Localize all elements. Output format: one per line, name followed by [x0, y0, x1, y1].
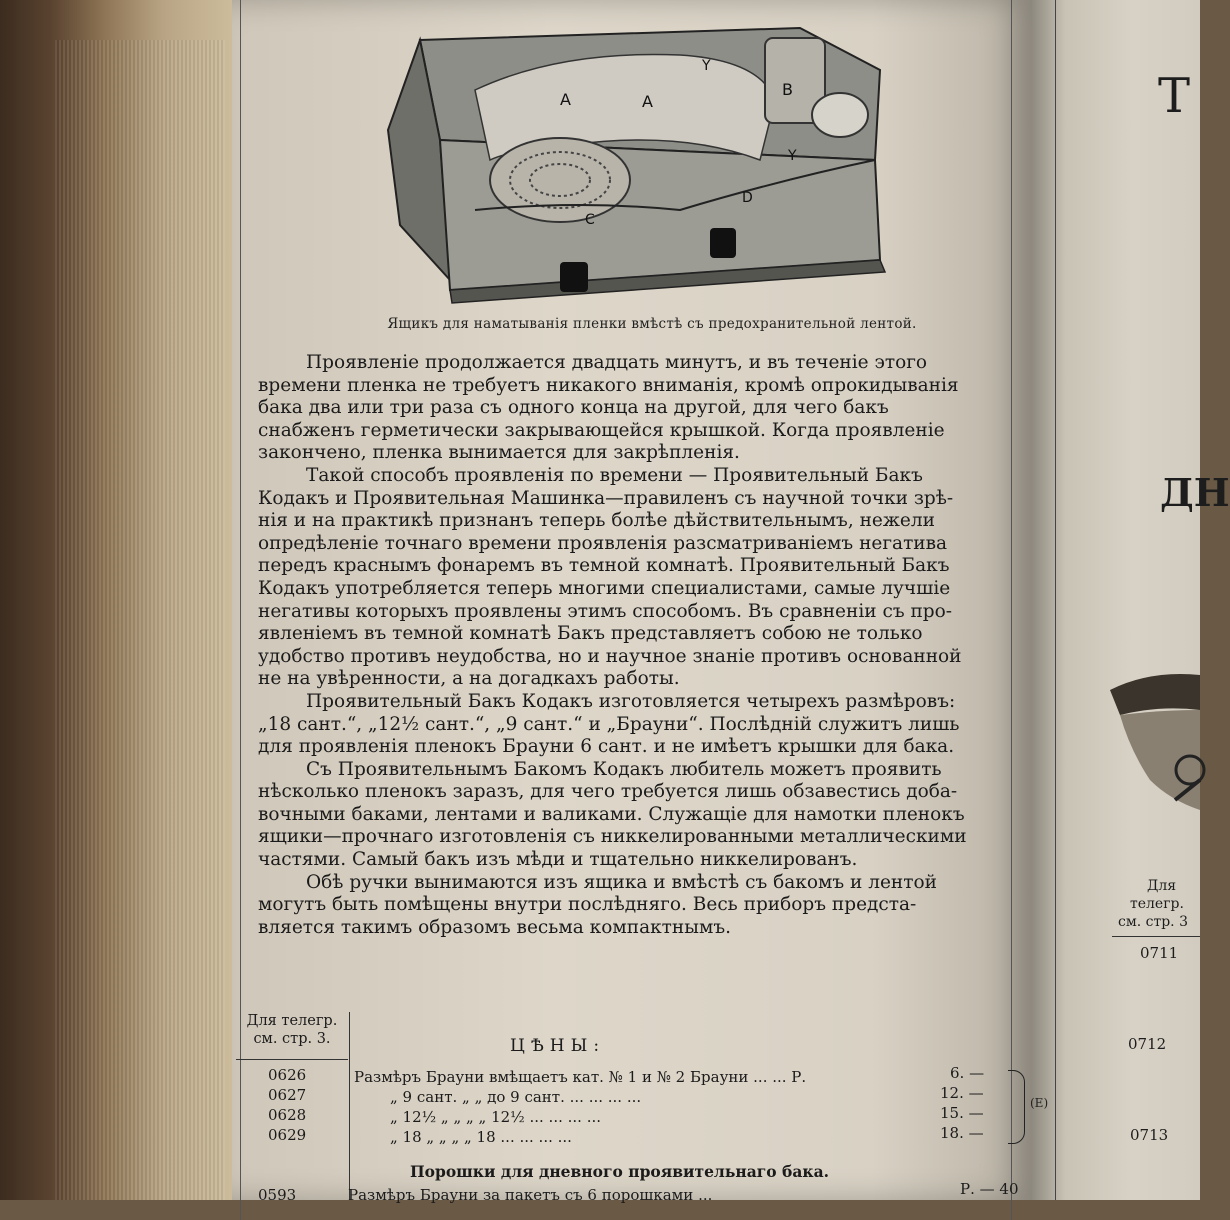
label-y-top: Y: [702, 58, 711, 74]
price-bracket: [1008, 1070, 1025, 1144]
price-amount: 15. —: [940, 1104, 984, 1122]
text-line: Проявленіе продолжается двадцать минутъ, и въ теченіе этого: [306, 352, 928, 373]
facing-telegraph-line2: телегр.: [1130, 896, 1184, 912]
price-code: 0628: [268, 1106, 307, 1124]
body-text: [258, 352, 1030, 939]
text-line: снабженъ герметически закрывающейся крышкой. Когда проявленіе: [258, 419, 945, 441]
price-column-divider: [349, 1012, 350, 1200]
price-description: „ 9 сант. „ „ до 9 сант. ... ... ... ...: [390, 1088, 642, 1106]
label-y-bottom: Y: [788, 148, 797, 164]
telegraph-code-header: [236, 1012, 348, 1048]
price-code: 0626: [268, 1066, 307, 1084]
facing-code: 0713: [1130, 1126, 1169, 1144]
facing-page-heading-fragment: ДН: [1160, 470, 1230, 515]
label-a-second: A: [642, 92, 653, 111]
text-line: времени пленка не требуетъ никакого вниманія, кромѣ опрокидыванія: [258, 374, 959, 396]
price-code: 0593: [258, 1186, 297, 1204]
facing-header-rule: [1112, 936, 1200, 937]
text-line: Такой способъ проявленія по времени — Проявительный Бакъ: [306, 464, 923, 486]
text-line: ящики—прочнаго изготовленія съ никкелированными металлическими: [258, 826, 967, 848]
label-a-first: A: [560, 90, 571, 109]
text-line: могутъ быть помѣщены внутри послѣдняго. Весь приборъ предста-: [258, 894, 917, 916]
text-line: „18 сант.“, „12½ сант.“, „9 сант.“ и „Брауни“. Послѣдній служитъ лишь: [258, 713, 960, 735]
price-amount: 18. —: [940, 1124, 984, 1142]
text-line: явленіемъ въ темной комнатѣ Бакъ представляетъ собою не только: [258, 623, 923, 645]
telegraph-header-line2: см. стр. 3.: [253, 1031, 331, 1047]
price-amount: 6. —: [950, 1064, 985, 1082]
text-line: Кодакъ употребляется теперь многими специалистами, самые лучшіе: [258, 577, 951, 599]
price-amount: Р. — 40: [960, 1180, 1019, 1198]
price-description: Размѣръ Брауни вмѣщаетъ кат. № 1 и № 2 Брауни ... ... Р.: [354, 1068, 807, 1086]
text-line: вочными баками, лентами и валиками. Служащіе для намотки пленокъ: [258, 803, 965, 825]
text-line: передъ краснымъ фонаремъ въ темной комнатѣ. Проявительный Бакъ: [258, 555, 950, 577]
label-c: C: [585, 212, 595, 228]
text-line: негативы которыхъ проявлены этимъ способомъ. Въ сравненіи съ про-: [258, 600, 953, 622]
price-description: Размѣръ Брауни за пакетъ съ 6 порошками ...: [348, 1186, 713, 1204]
text-line: частями. Самый бакъ изъ мѣди и тщательно никкелированъ.: [258, 849, 858, 871]
facing-code: 0711: [1140, 944, 1179, 962]
telegraph-header-line1: Для телегр.: [246, 1013, 338, 1029]
price-description: „ 18 „ „ „ „ 18 ... ... ... ...: [390, 1128, 572, 1146]
text-line: Съ Проявительнымъ Бакомъ Кодакъ любитель можетъ проявить: [306, 758, 942, 780]
text-line: опредѣленіе точнаго времени проявленія разсматриваніемъ негатива: [258, 532, 948, 554]
text-line: Проявительный Бакъ Кодакъ изготовляется четырехъ размѣровъ:: [306, 690, 956, 712]
text-line: для проявленія пленокъ Брауни 6 сант. и не имѣетъ крышки для бака.: [258, 736, 955, 758]
label-d: D: [742, 190, 753, 206]
text-line: вляется такимъ образомъ весьма компактнымъ.: [258, 916, 731, 938]
spool-disc: [490, 138, 630, 222]
text-line: Кодакъ и Проявительная Машинка—правиленъ съ научной точки зрѣ-: [258, 487, 954, 509]
price-description: „ 12½ „ „ „ „ 12½ ... ... ... ...: [390, 1108, 602, 1126]
price-bracket-mark: (E): [1030, 1096, 1049, 1110]
figure-caption: Ящикъ для наматыванія пленки вмѣстѣ съ предохранительной лентой.: [387, 316, 917, 332]
handle-knob-d: [710, 228, 736, 258]
text-line: бака два или три раза съ одного конца на другой, для чего бакъ: [258, 397, 889, 419]
facing-telegraph-line3: см. стр. 3: [1118, 914, 1188, 930]
facing-page-frame: [1055, 0, 1056, 1200]
text-line: нія и на практикѣ признанъ теперь болѣе дѣйствительнымъ, нежели: [258, 510, 935, 532]
roller-end-cap: [812, 93, 868, 137]
price-code: 0629: [268, 1126, 307, 1144]
text-line: удобство противъ неудобства, но и научное знаніе противъ основанной: [258, 645, 962, 667]
text-line: закончено, пленка вынимается для закрѣпленія.: [258, 442, 740, 464]
price-amount: 12. —: [940, 1084, 984, 1102]
powders-section-title: Порошки для дневного проявительнаго бака.: [410, 1162, 830, 1181]
film-winding-box-illustration: [380, 10, 920, 310]
facing-code: 0712: [1128, 1035, 1167, 1053]
handle-knob-c: [560, 262, 588, 292]
facing-telegraph-line1: Для: [1147, 878, 1177, 894]
facing-page-illustration: [1100, 670, 1200, 820]
price-header-rule: [236, 1059, 348, 1060]
prices-title: ЦѢНЫ:: [510, 1036, 606, 1056]
facing-page: [1032, 0, 1200, 1200]
text-line: не на увѣренности, а на догадкахъ работы.: [258, 668, 680, 690]
book-fore-edge: [0, 0, 235, 1200]
text-line: Обѣ ручки вынимаются изъ ящика и вмѣстѣ съ бакомъ и лентой: [306, 871, 937, 893]
label-b: B: [782, 80, 793, 99]
text-line: нѣсколько пленокъ заразъ, для чего требуется лишь обзавестись доба-: [258, 781, 958, 803]
price-code: 0627: [268, 1086, 307, 1104]
facing-page-title-letter: Т: [1158, 68, 1191, 124]
